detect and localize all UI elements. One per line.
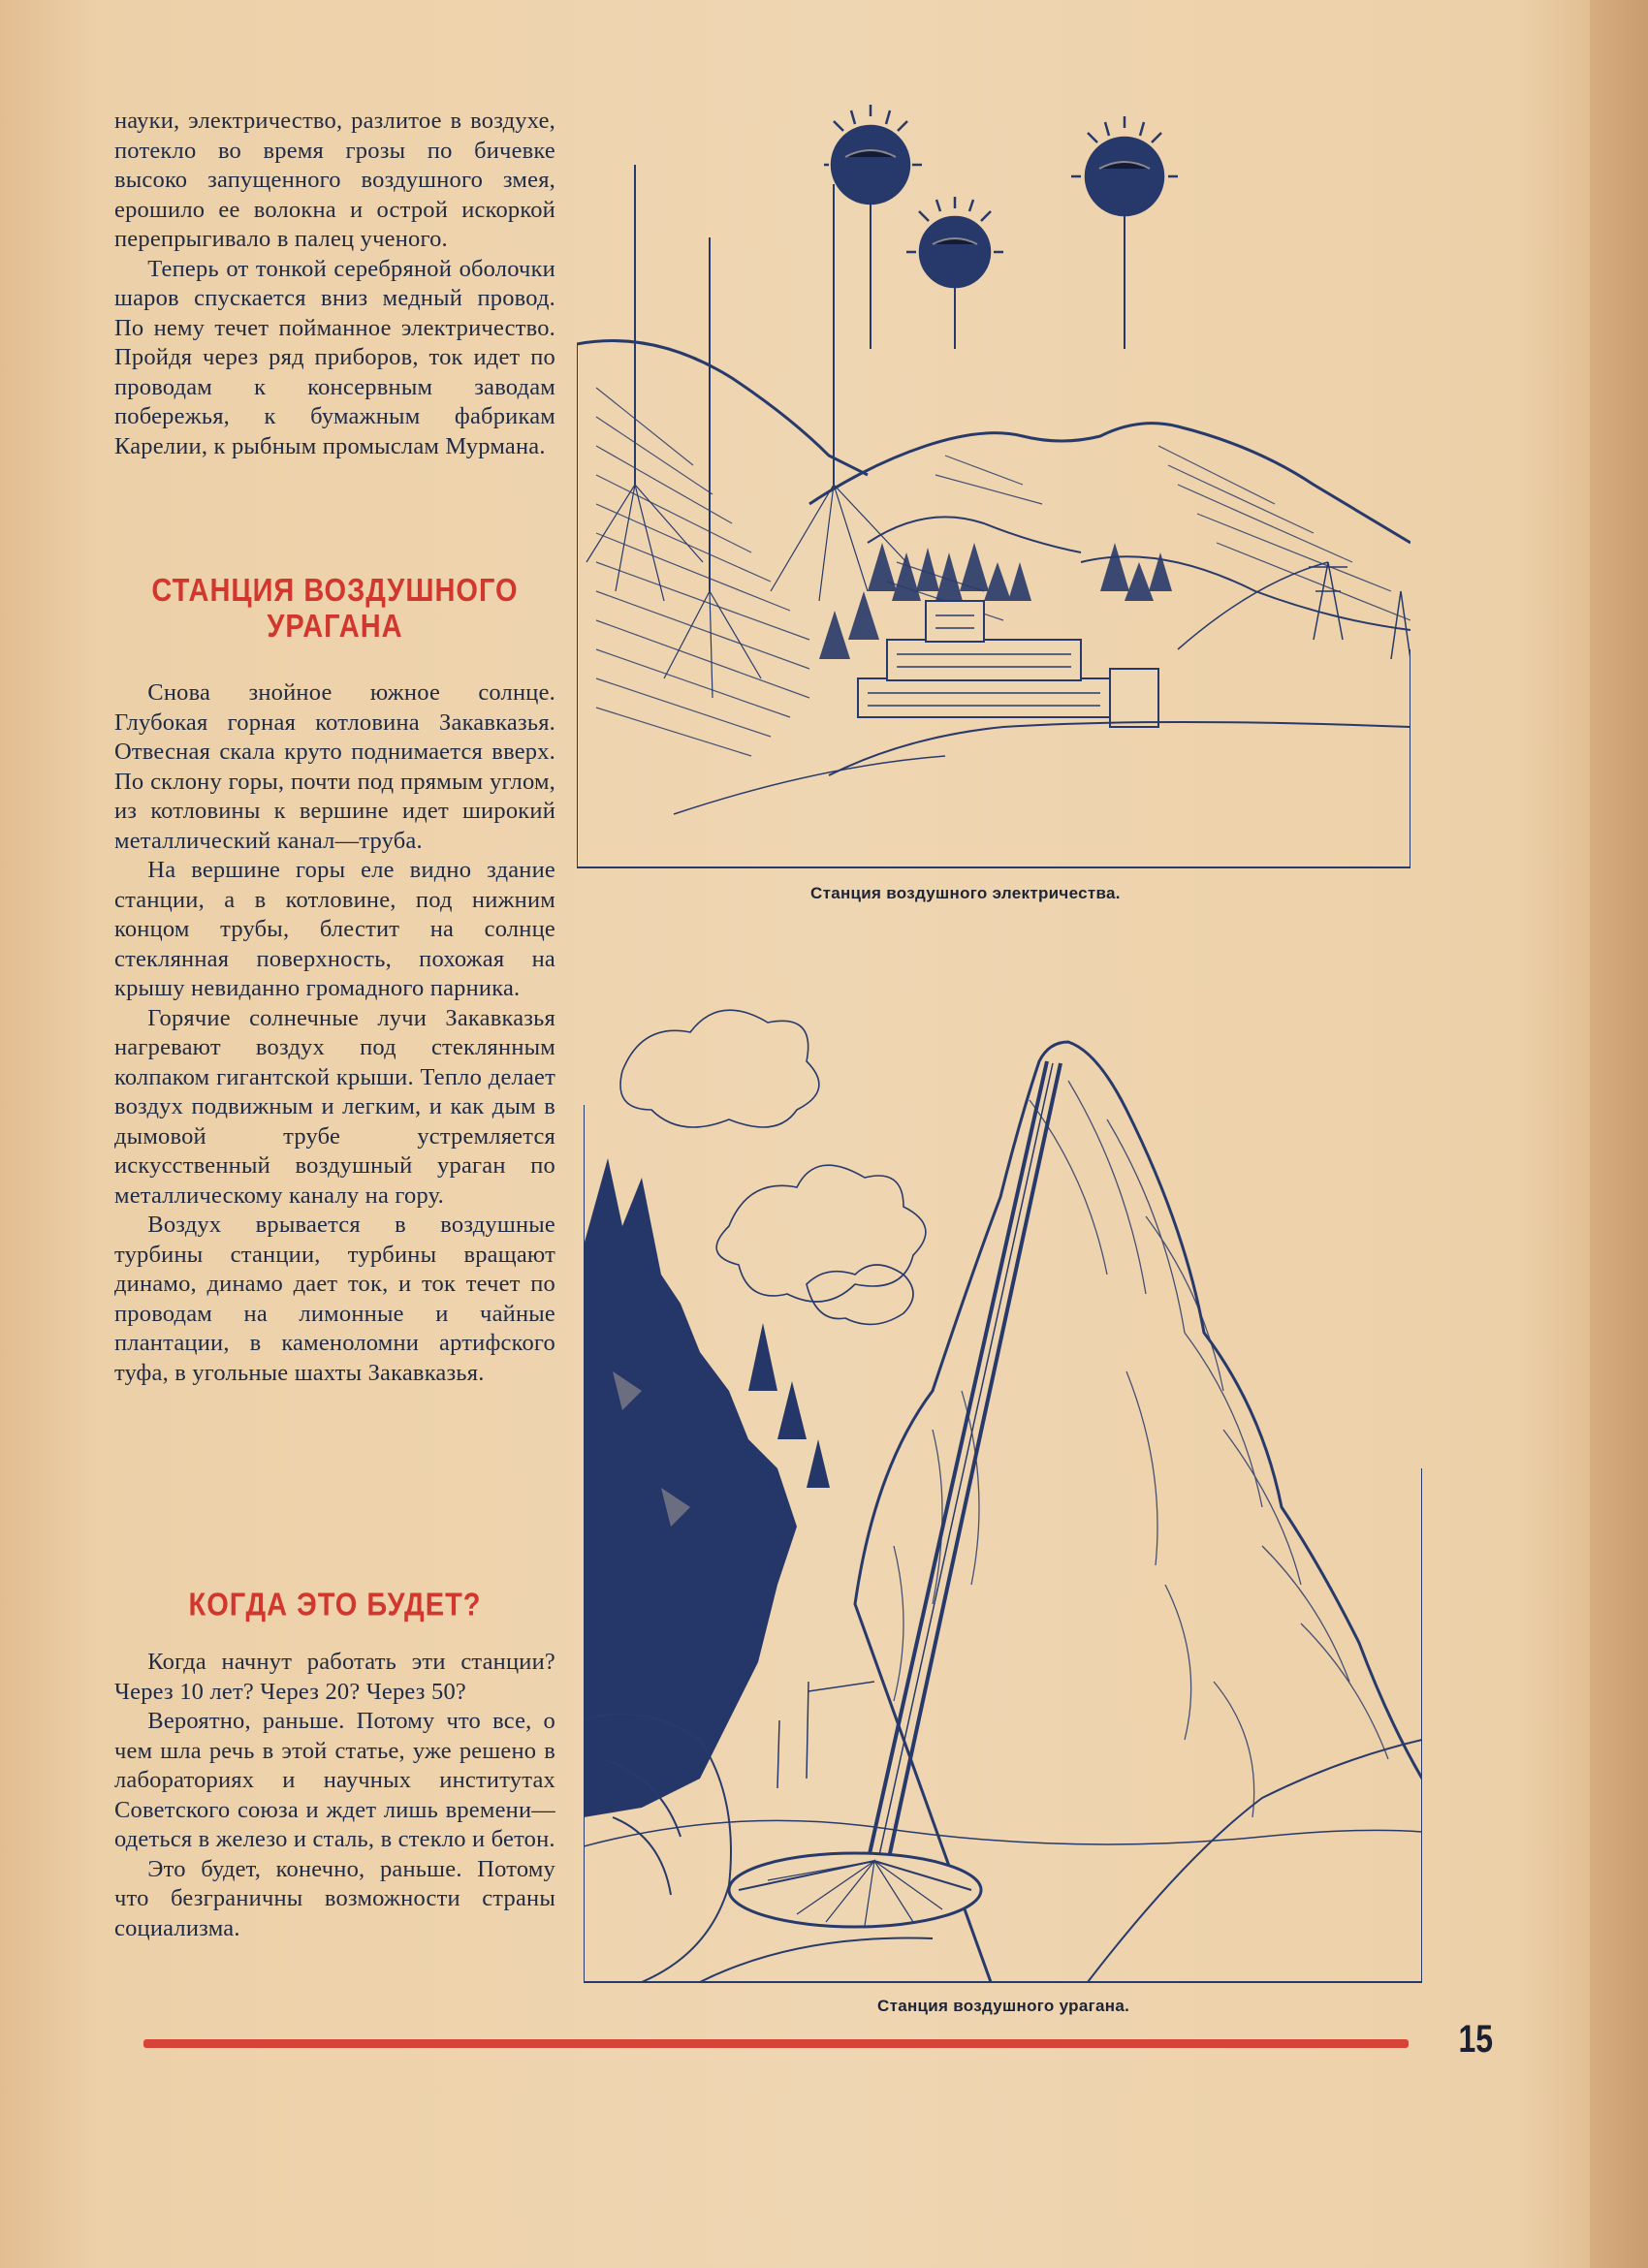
paragraph: Это будет, конечно, раньше. Потому что безграничны возможности страны социализма.: [114, 1855, 555, 1941]
paragraph: Горячие солнечные лучи Закавказья нагревают воздух под стеклянным колпаком гигантской крыши. Тепло делает воздух подвижным и легким, и как дым в дымовой трубе устремляется искусственный воздушный ураган по металлическому каналу на гору.: [114, 1004, 555, 1209]
illustration-balloons: [824, 97, 1183, 349]
figure-caption-electricity: Станция воздушного электричества.: [810, 884, 1121, 902]
page-number: 15: [1458, 2018, 1494, 2061]
illustration-air-hurricane-station: [584, 984, 1422, 1987]
section-heading-hurricane-station: СТАНЦИЯ ВОЗДУШНОГО УРАГАНА: [151, 573, 519, 645]
page-edge: [1590, 0, 1648, 2268]
footer-rule: [143, 2039, 1409, 2048]
figure-caption-hurricane: Станция воздушного урагана.: [877, 1997, 1130, 2015]
paragraph: Воздух врывается в воздушные турбины станции, турбины вращают динамо, динамо дает ток, и ток течет по проводам на лимонные и чайные плантации, в каменоломни артифского туфа, в угольные шахты Закавказья.: [114, 1212, 555, 1386]
paragraph: Когда начнут работать эти станции? Через 10 лет? Через 20? Через 50?: [114, 1649, 555, 1705]
section-heading-when: КОГДА ЭТО БУДЕТ?: [188, 1587, 482, 1623]
paragraph: На вершине горы еле видно здание станции, а в котловине, под нижним концом трубы, блестит на солнце стеклянная поверхность, похожая на крышу невиданно громадного парника.: [114, 857, 555, 1001]
text-block-when: [114, 1648, 555, 1943]
text-block-hurricane: [114, 678, 555, 1388]
paragraph: науки, электричество, разлитое в воздухе, потекло во время грозы по бичевке высоко запущенного воздушного змея, ерошило ее волокна и острой искоркой перепрыгивало в палец ученого.: [114, 108, 555, 252]
paragraph: Теперь от тонкой серебряной оболочки шаров спускается вниз медный провод. По нему течет пойманное электричество. Пройдя через ряд приборов, ток идет по проводам к консервным заводам побережья, к бумажным фабрикам Карелии, к рыбным промыслам Мурмана.: [114, 255, 555, 459]
paragraph: Снова знойное южное солнце. Глубокая горная котловина Закавказья. Отвесная скала круто поднимается вверх. По склону горы, почти под прямым углом, из котловины к вершине идет широкий металлический канал—труба.: [114, 679, 555, 854]
text-block-intro: [114, 107, 555, 461]
paragraph: Вероятно, раньше. Потому что все, о чем шла речь в этой статье, уже решено в лабораториях и научных институтах Советского союза и ждет лишь времени—одеться в железо и сталь, в стекло и бетон.: [114, 1708, 555, 1852]
